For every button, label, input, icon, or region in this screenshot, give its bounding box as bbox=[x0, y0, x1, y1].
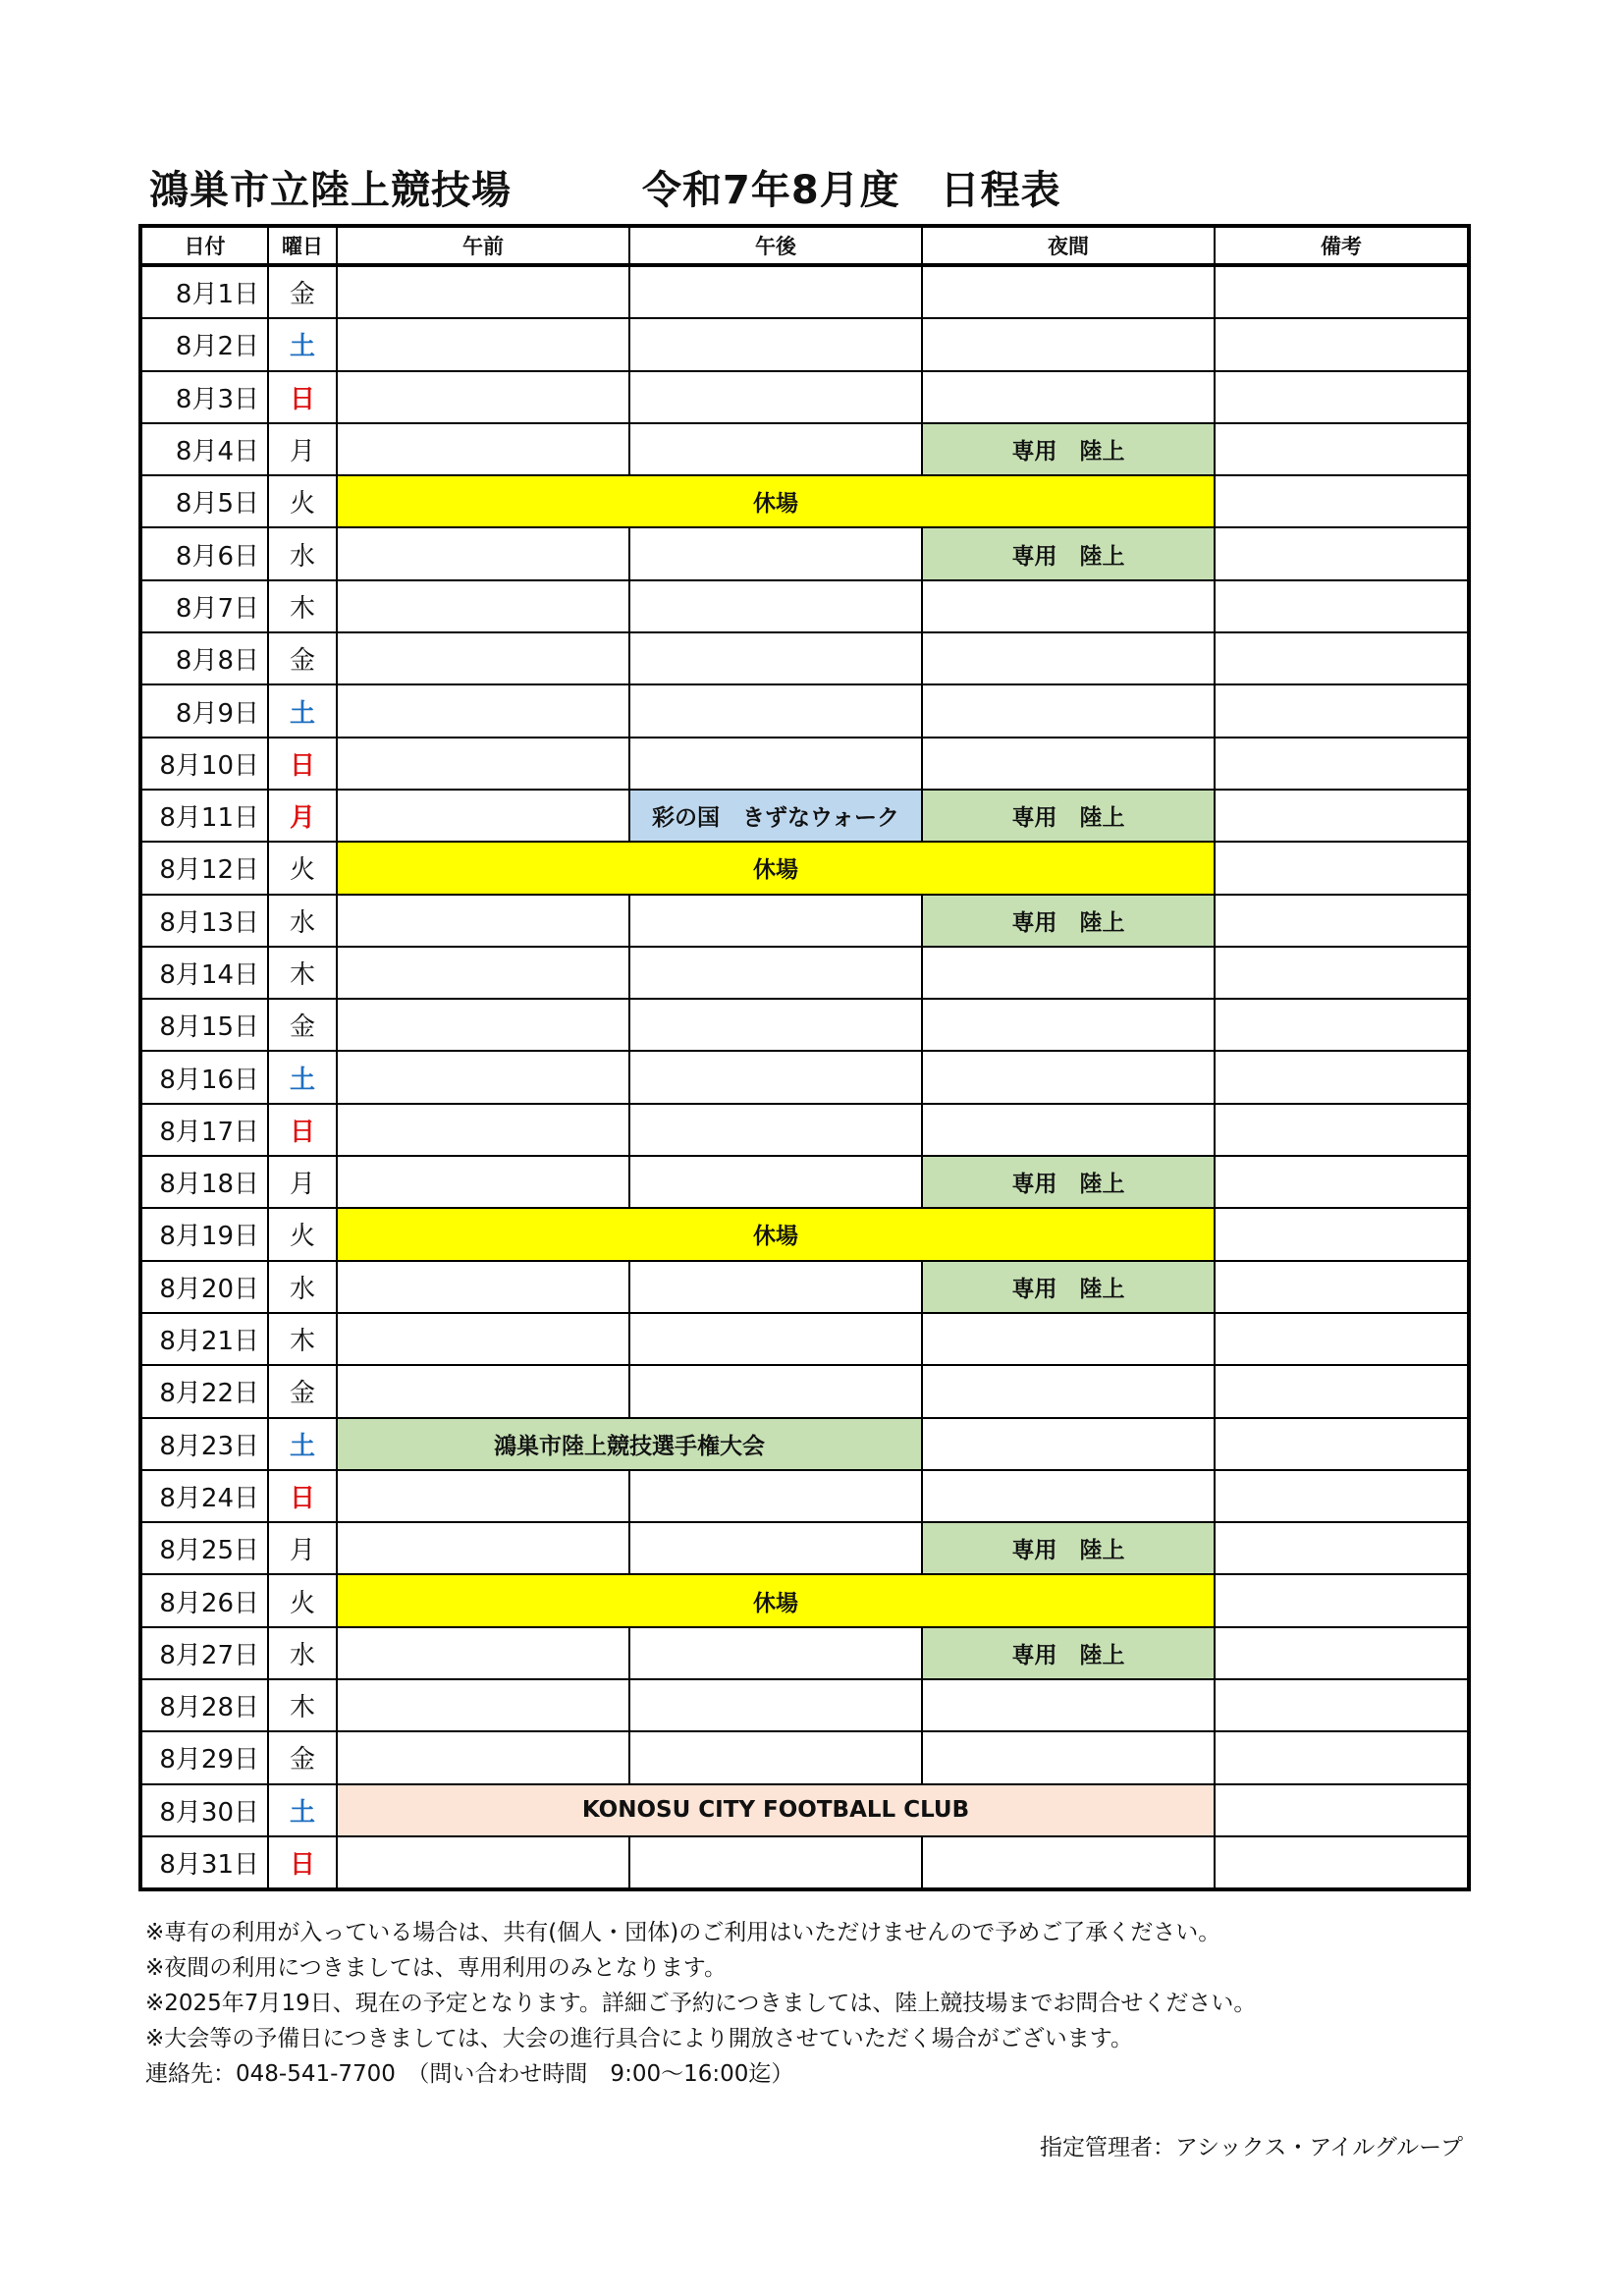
date-cell: 8月13日 bbox=[140, 895, 268, 947]
night-cell: 専用 陸上 bbox=[922, 1261, 1215, 1313]
schedule-table bbox=[138, 224, 1471, 1891]
night-cell bbox=[922, 1313, 1215, 1365]
schedule-row bbox=[140, 999, 1469, 1051]
remarks-cell bbox=[1215, 318, 1469, 370]
date-cell: 8月22日 bbox=[140, 1365, 268, 1417]
schedule-row bbox=[140, 1470, 1469, 1522]
schedule-period: 令和7年8月度 日程表 bbox=[642, 168, 1061, 213]
weekday-cell: 木 bbox=[268, 1313, 337, 1365]
date-cell: 8月1日 bbox=[140, 265, 268, 318]
night-cell bbox=[922, 738, 1215, 790]
night-cell bbox=[922, 265, 1215, 318]
night-cell: 専用 陸上 bbox=[922, 527, 1215, 579]
weekday-cell: 水 bbox=[268, 527, 337, 579]
pm-cell bbox=[629, 527, 922, 579]
weekday-cell: 日 bbox=[268, 371, 337, 423]
weekday-cell: 火 bbox=[268, 1208, 337, 1260]
date-cell: 8月2日 bbox=[140, 318, 268, 370]
col-header-remarks: 備考 bbox=[1215, 226, 1469, 265]
date-cell: 8月12日 bbox=[140, 842, 268, 894]
night-cell bbox=[922, 999, 1215, 1051]
pm-cell bbox=[629, 1731, 922, 1783]
schedule-row bbox=[140, 1784, 1469, 1836]
date-cell: 8月3日 bbox=[140, 371, 268, 423]
am-cell bbox=[337, 790, 629, 842]
remarks-cell bbox=[1215, 947, 1469, 999]
schedule-row bbox=[140, 475, 1469, 527]
date-cell: 8月15日 bbox=[140, 999, 268, 1051]
date-cell: 8月30日 bbox=[140, 1784, 268, 1836]
remarks-cell bbox=[1215, 1208, 1469, 1260]
date-cell: 8月27日 bbox=[140, 1627, 268, 1679]
designated-manager: 指定管理者：アシックス・アイルグループ bbox=[1039, 2135, 1463, 2160]
pm-cell bbox=[629, 738, 922, 790]
weekday-cell: 日 bbox=[268, 738, 337, 790]
weekday-cell: 金 bbox=[268, 999, 337, 1051]
night-cell: 専用 陸上 bbox=[922, 790, 1215, 842]
notes bbox=[145, 1915, 1481, 2092]
col-header-am: 午前 bbox=[337, 226, 629, 265]
closed-cell: 休場 bbox=[337, 1208, 1215, 1260]
col-header-pm: 午後 bbox=[629, 226, 922, 265]
closed-cell: 休場 bbox=[337, 475, 1215, 527]
schedule-row bbox=[140, 1261, 1469, 1313]
am-cell bbox=[337, 1104, 629, 1156]
night-cell bbox=[922, 371, 1215, 423]
remarks-cell bbox=[1215, 1627, 1469, 1679]
schedule-row bbox=[140, 371, 1469, 423]
am-cell bbox=[337, 1051, 629, 1103]
remarks-cell bbox=[1215, 1261, 1469, 1313]
pm-cell bbox=[629, 947, 922, 999]
weekday-cell: 火 bbox=[268, 475, 337, 527]
weekday-cell: 金 bbox=[268, 632, 337, 684]
date-cell: 8月7日 bbox=[140, 580, 268, 632]
pm-cell bbox=[629, 1365, 922, 1417]
date-cell: 8月20日 bbox=[140, 1261, 268, 1313]
am-cell bbox=[337, 895, 629, 947]
night-cell: 専用 陸上 bbox=[922, 423, 1215, 475]
date-cell: 8月25日 bbox=[140, 1522, 268, 1574]
date-cell: 8月6日 bbox=[140, 527, 268, 579]
pm-cell bbox=[629, 423, 922, 475]
weekday-cell: 土 bbox=[268, 1784, 337, 1836]
am-cell bbox=[337, 1470, 629, 1522]
weekday-cell: 月 bbox=[268, 790, 337, 842]
schedule-row bbox=[140, 1627, 1469, 1679]
weekday-cell: 木 bbox=[268, 947, 337, 999]
schedule-row bbox=[140, 1156, 1469, 1208]
am-cell bbox=[337, 1679, 629, 1731]
pm-cell bbox=[629, 1470, 922, 1522]
date-cell: 8月16日 bbox=[140, 1051, 268, 1103]
weekday-cell: 土 bbox=[268, 318, 337, 370]
am-cell bbox=[337, 1836, 629, 1889]
night-cell bbox=[922, 318, 1215, 370]
schedule-row bbox=[140, 632, 1469, 684]
note-line: ※専有の利用が入っている場合は、共有(個人・団体)のご利用はいただけませんので予めご了承ください。 bbox=[145, 1920, 1221, 1945]
col-header-dow: 曜日 bbox=[268, 226, 337, 265]
schedule-row bbox=[140, 684, 1469, 737]
date-cell: 8月9日 bbox=[140, 684, 268, 737]
schedule-row bbox=[140, 895, 1469, 947]
remarks-cell bbox=[1215, 1470, 1469, 1522]
schedule-row bbox=[140, 1731, 1469, 1783]
remarks-cell bbox=[1215, 790, 1469, 842]
remarks-cell bbox=[1215, 895, 1469, 947]
date-cell: 8月28日 bbox=[140, 1679, 268, 1731]
date-cell: 8月24日 bbox=[140, 1470, 268, 1522]
night-cell bbox=[922, 947, 1215, 999]
date-cell: 8月19日 bbox=[140, 1208, 268, 1260]
night-cell: 専用 陸上 bbox=[922, 895, 1215, 947]
night-cell bbox=[922, 1679, 1215, 1731]
weekday-cell: 月 bbox=[268, 1156, 337, 1208]
pm-cell bbox=[629, 1313, 922, 1365]
night-cell bbox=[922, 1470, 1215, 1522]
schedule-row bbox=[140, 842, 1469, 894]
pm-cell bbox=[629, 999, 922, 1051]
pm-cell bbox=[629, 1261, 922, 1313]
weekday-cell: 土 bbox=[268, 1051, 337, 1103]
am-cell bbox=[337, 1365, 629, 1417]
schedule-row bbox=[140, 1365, 1469, 1417]
event-cell: KONOSU CITY FOOTBALL CLUB bbox=[337, 1784, 1215, 1836]
schedule-row bbox=[140, 265, 1469, 318]
closed-cell: 休場 bbox=[337, 842, 1215, 894]
am-cell bbox=[337, 371, 629, 423]
weekday-cell: 金 bbox=[268, 1365, 337, 1417]
schedule-row bbox=[140, 790, 1469, 842]
am-cell bbox=[337, 423, 629, 475]
weekday-cell: 金 bbox=[268, 265, 337, 318]
pm-cell bbox=[629, 265, 922, 318]
weekday-cell: 火 bbox=[268, 1574, 337, 1626]
am-cell bbox=[337, 1261, 629, 1313]
pm-cell bbox=[629, 1104, 922, 1156]
date-cell: 8月18日 bbox=[140, 1156, 268, 1208]
remarks-cell bbox=[1215, 1574, 1469, 1626]
date-cell: 8月11日 bbox=[140, 790, 268, 842]
schedule-row bbox=[140, 1104, 1469, 1156]
weekday-cell: 木 bbox=[268, 580, 337, 632]
remarks-cell bbox=[1215, 1104, 1469, 1156]
pm-cell bbox=[629, 1679, 922, 1731]
pm-cell bbox=[629, 1156, 922, 1208]
am-cell bbox=[337, 318, 629, 370]
schedule-row bbox=[140, 947, 1469, 999]
remarks-cell bbox=[1215, 1679, 1469, 1731]
weekday-cell: 金 bbox=[268, 1731, 337, 1783]
am-cell bbox=[337, 947, 629, 999]
am-cell bbox=[337, 1156, 629, 1208]
schedule-row bbox=[140, 1313, 1469, 1365]
am-cell bbox=[337, 632, 629, 684]
schedule-row bbox=[140, 1836, 1469, 1889]
schedule-row bbox=[140, 527, 1469, 579]
remarks-cell bbox=[1215, 1784, 1469, 1836]
night-cell bbox=[922, 684, 1215, 737]
schedule-row bbox=[140, 1418, 1469, 1470]
note-line: ※夜間の利用につきましては、専用利用のみとなります。 bbox=[145, 1955, 727, 1981]
header-row bbox=[140, 226, 1469, 265]
pm-cell bbox=[629, 371, 922, 423]
am-cell bbox=[337, 1627, 629, 1679]
night-cell: 専用 陸上 bbox=[922, 1627, 1215, 1679]
weekday-cell: 日 bbox=[268, 1836, 337, 1889]
am-cell bbox=[337, 999, 629, 1051]
date-cell: 8月26日 bbox=[140, 1574, 268, 1626]
weekday-cell: 水 bbox=[268, 1627, 337, 1679]
am-cell bbox=[337, 738, 629, 790]
am-cell bbox=[337, 1731, 629, 1783]
remarks-cell bbox=[1215, 371, 1469, 423]
remarks-cell bbox=[1215, 999, 1469, 1051]
schedule-row bbox=[140, 1208, 1469, 1260]
schedule-row bbox=[140, 1051, 1469, 1103]
weekday-cell: 日 bbox=[268, 1104, 337, 1156]
date-cell: 8月17日 bbox=[140, 1104, 268, 1156]
facility-name: 鴻巣市立陸上競技場 bbox=[149, 168, 512, 213]
date-cell: 8月5日 bbox=[140, 475, 268, 527]
pm-cell bbox=[629, 580, 922, 632]
date-cell: 8月14日 bbox=[140, 947, 268, 999]
pm-cell bbox=[629, 318, 922, 370]
pm-cell: 彩の国 きずなウォーク bbox=[629, 790, 922, 842]
remarks-cell bbox=[1215, 1365, 1469, 1417]
note-line: ※2025年7月19日、現在の予定となります。詳細ご予約につきましては、陸上競技場までお問合せください。 bbox=[145, 1991, 1257, 2016]
am-cell bbox=[337, 265, 629, 318]
date-cell: 8月31日 bbox=[140, 1836, 268, 1889]
pm-cell bbox=[629, 1522, 922, 1574]
pm-cell bbox=[629, 684, 922, 737]
col-header-night: 夜間 bbox=[922, 226, 1215, 265]
weekday-cell: 木 bbox=[268, 1679, 337, 1731]
am-cell bbox=[337, 1522, 629, 1574]
weekday-cell: 月 bbox=[268, 1522, 337, 1574]
am-cell bbox=[337, 580, 629, 632]
weekday-cell: 水 bbox=[268, 1261, 337, 1313]
date-cell: 8月4日 bbox=[140, 423, 268, 475]
schedule-row bbox=[140, 738, 1469, 790]
pm-cell bbox=[629, 1051, 922, 1103]
remarks-cell bbox=[1215, 738, 1469, 790]
remarks-cell bbox=[1215, 842, 1469, 894]
date-cell: 8月29日 bbox=[140, 1731, 268, 1783]
remarks-cell bbox=[1215, 1731, 1469, 1783]
night-cell bbox=[922, 1836, 1215, 1889]
schedule-row bbox=[140, 1522, 1469, 1574]
night-cell bbox=[922, 632, 1215, 684]
page-title bbox=[149, 159, 1465, 218]
schedule-row bbox=[140, 423, 1469, 475]
remarks-cell bbox=[1215, 1156, 1469, 1208]
weekday-cell: 水 bbox=[268, 895, 337, 947]
schedule-row bbox=[140, 318, 1469, 370]
remarks-cell bbox=[1215, 527, 1469, 579]
remarks-cell bbox=[1215, 265, 1469, 318]
closed-cell: 休場 bbox=[337, 1574, 1215, 1626]
pm-cell bbox=[629, 1836, 922, 1889]
remarks-cell bbox=[1215, 684, 1469, 737]
remarks-cell bbox=[1215, 1313, 1469, 1365]
weekday-cell: 火 bbox=[268, 842, 337, 894]
night-cell bbox=[922, 1051, 1215, 1103]
remarks-cell bbox=[1215, 1836, 1469, 1889]
night-cell: 専用 陸上 bbox=[922, 1522, 1215, 1574]
date-cell: 8月10日 bbox=[140, 738, 268, 790]
note-line: ※大会等の予備日につきましては、大会の進行具合により開放させていただく場合がございます。 bbox=[145, 2026, 1133, 2051]
weekday-cell: 土 bbox=[268, 1418, 337, 1470]
remarks-cell bbox=[1215, 475, 1469, 527]
date-cell: 8月23日 bbox=[140, 1418, 268, 1470]
date-cell: 8月8日 bbox=[140, 632, 268, 684]
am-cell bbox=[337, 1313, 629, 1365]
night-cell bbox=[922, 1731, 1215, 1783]
date-cell: 8月21日 bbox=[140, 1313, 268, 1365]
remarks-cell bbox=[1215, 423, 1469, 475]
pm-cell bbox=[629, 895, 922, 947]
contact-line: 連絡先：048-541-7700 （問い合わせ時間 9:00～16:00迄） bbox=[145, 2061, 794, 2087]
am-cell bbox=[337, 684, 629, 737]
weekday-cell: 土 bbox=[268, 684, 337, 737]
night-cell bbox=[922, 1418, 1215, 1470]
weekday-cell: 日 bbox=[268, 1470, 337, 1522]
schedule-row bbox=[140, 580, 1469, 632]
night-cell: 専用 陸上 bbox=[922, 1156, 1215, 1208]
night-cell bbox=[922, 580, 1215, 632]
pm-cell bbox=[629, 632, 922, 684]
am-cell bbox=[337, 527, 629, 579]
night-cell bbox=[922, 1365, 1215, 1417]
remarks-cell bbox=[1215, 1522, 1469, 1574]
remarks-cell bbox=[1215, 1051, 1469, 1103]
schedule-row bbox=[140, 1679, 1469, 1731]
remarks-cell bbox=[1215, 580, 1469, 632]
event-cell: 鴻巣市陸上競技選手権大会 bbox=[337, 1418, 922, 1470]
col-header-date: 日付 bbox=[140, 226, 268, 265]
night-cell bbox=[922, 1104, 1215, 1156]
pm-cell bbox=[629, 1627, 922, 1679]
schedule-row bbox=[140, 1574, 1469, 1626]
remarks-cell bbox=[1215, 1418, 1469, 1470]
remarks-cell bbox=[1215, 632, 1469, 684]
weekday-cell: 月 bbox=[268, 423, 337, 475]
